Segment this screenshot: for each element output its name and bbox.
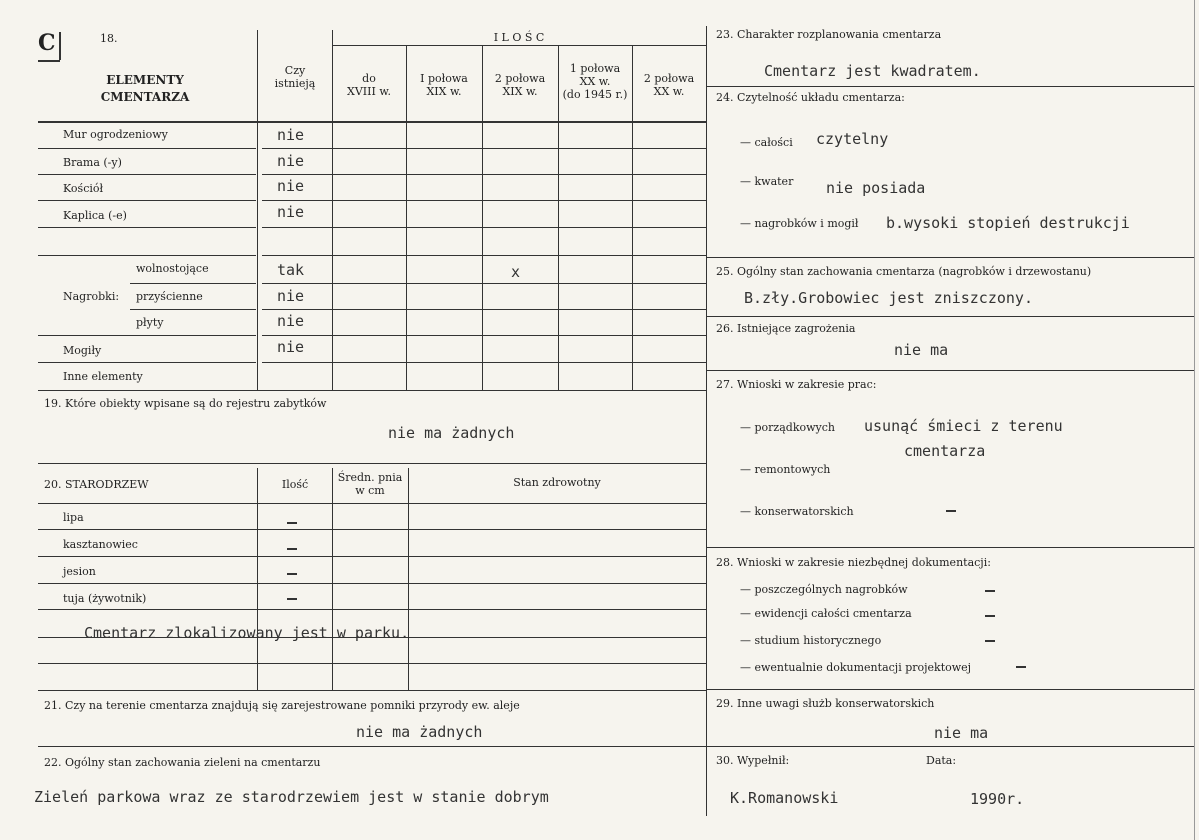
row-kaplica-value: nie: [277, 203, 305, 221]
tree-line: [38, 690, 706, 691]
tree-kasztanowiec-dash: [287, 548, 297, 550]
section27-porz-value1: usunąć śmieci z terenu: [864, 417, 1063, 435]
row-line: [38, 148, 256, 149]
section28-item-4: — ewentualnie dokumentacji projektowej: [740, 661, 972, 674]
row-kosciol-label: Kościół: [63, 182, 104, 195]
grid-h-29: [706, 746, 1194, 747]
row-wolno-value: tak: [277, 261, 305, 279]
row-inne-label: Inne elementy: [63, 370, 143, 383]
section21-label: 21. Czy na terenie cmentarza znajdują się zarejestrowane pomniki przyrody ew. aleje: [44, 699, 520, 712]
grid-h-28: [706, 689, 1194, 690]
row-line: [38, 390, 706, 391]
section27-konserw-dash: [946, 510, 956, 512]
section27-porz-label: — porządkowych: [740, 421, 835, 434]
section19-value: nie ma żadnych: [388, 424, 515, 442]
section24-label: 24. Czytelność układu cmentarza:: [716, 91, 905, 104]
row-mogily-label: Mogiły: [63, 344, 102, 357]
tree-line: [38, 529, 706, 530]
row-line: [262, 309, 706, 310]
row-przy-label: przyścienne: [136, 290, 203, 303]
row-brama-label: Brama (-y): [63, 156, 122, 169]
row-line: [262, 335, 706, 336]
section18-title-line1: ELEMENTY: [106, 73, 184, 87]
grid-v-p2: [406, 46, 407, 390]
grid-v-p5: [632, 46, 633, 390]
grid-v-p3: [482, 46, 483, 390]
period-col-1: [332, 72, 406, 98]
period-5-l1: 2 połowa: [643, 72, 695, 85]
grid-h-27: [706, 547, 1194, 548]
section20-note: Cmentarz zlokalizowany jest w parku.: [84, 624, 410, 642]
period-1-l2: XVIII w.: [347, 85, 391, 98]
section18-title-line2: CMENTARZA: [100, 90, 190, 104]
row-line: [38, 255, 256, 256]
corner-mark-underline: [38, 60, 60, 62]
row-plyty-value: nie: [277, 312, 305, 330]
section18-num: 18.: [100, 32, 118, 45]
section23-value: Cmentarz jest kwadratem.: [764, 62, 981, 80]
section30-name: K.Romanowski: [730, 789, 839, 807]
row-line: [262, 255, 706, 256]
grid-h-26: [706, 370, 1194, 371]
section26-label: 26. Istniejące zagrożenia: [716, 322, 856, 335]
tree-jesion-dash: [287, 573, 297, 575]
period-col-5: [632, 72, 706, 98]
section23-label: 23. Charakter rozplanowania cmentarza: [716, 28, 942, 41]
tree-tuja-dash: [287, 598, 297, 600]
ilosc-header: I L O Ś C: [493, 31, 545, 44]
section24-calosci-label: — całości: [740, 136, 793, 149]
row-plyty-label: płyty: [136, 316, 164, 329]
row-mur-label: Mur ogrodzeniowy: [63, 128, 168, 141]
section28-item-1: — poszczególnych nagrobków: [740, 583, 908, 596]
period-4-l3: (do 1945 r.): [562, 88, 628, 101]
corner-mark-bar: [59, 32, 61, 60]
period-4-l2: XX w.: [579, 75, 611, 88]
grid-v-exists: [257, 30, 258, 390]
grid20-h-head: [38, 503, 706, 504]
section24-kwater-value: nie posiada: [826, 179, 926, 197]
row-line: [38, 227, 256, 228]
tree-line: [38, 556, 706, 557]
srednica-l1: Średn. pnia: [337, 471, 403, 484]
col-exists-l1: Czy: [284, 64, 306, 77]
section20-col-srednica: [332, 471, 408, 497]
period-col-4: [558, 62, 632, 101]
section20-title: 20. STARODRZEW: [44, 478, 149, 491]
section18-title: [60, 72, 230, 106]
section20-col-stan: Stan zdrowotny: [513, 476, 601, 489]
section21-value: nie ma żadnych: [356, 723, 483, 741]
grid-v-p1: [332, 30, 333, 390]
srednica-l2: w cm: [355, 484, 385, 497]
col-exists-header: [258, 64, 332, 90]
section28-dash-2: [985, 615, 995, 617]
corner-mark: C: [38, 30, 56, 56]
row-line: [262, 148, 706, 149]
row-line: [38, 362, 256, 363]
section27-konserw-label: — konserwatorskich: [740, 505, 854, 518]
tree-kasztanowiec: kasztanowiec: [63, 538, 138, 551]
grid20-v1: [257, 468, 258, 690]
section29-value: nie ma: [934, 724, 989, 742]
tree-line: [38, 583, 706, 584]
row-mogily-value: nie: [277, 338, 305, 356]
grid-h-header: [38, 121, 706, 123]
section28-item-3: — studium historycznego: [740, 634, 882, 647]
period-3-l1: 2 połowa: [494, 72, 546, 85]
period-2-l1: I połowa: [420, 72, 468, 85]
section27-remont-label: — remontowych: [740, 463, 831, 476]
section30-date: 1990r.: [970, 790, 1025, 808]
section27-label: 27. Wnioski w zakresie prac:: [716, 378, 877, 391]
row-line: [262, 174, 706, 175]
row-nagrobki-label: Nagrobki:: [63, 290, 120, 303]
period-col-2: [406, 72, 482, 98]
row-line: [262, 227, 706, 228]
row-line: [130, 309, 256, 310]
row-kaplica-label: Kaplica (-e): [63, 209, 127, 222]
section28-dash-3: [985, 640, 995, 642]
period-2-l2: XIX w.: [426, 85, 462, 98]
row-line: [38, 335, 256, 336]
row-line: [38, 200, 256, 201]
section28-item-2: — ewidencji całości cmentarza: [740, 607, 912, 620]
section25-label: 25. Ogólny stan zachowania cmentarza (nagrobków i drzewostanu): [716, 265, 1092, 278]
section26-value: nie ma: [894, 341, 949, 359]
tree-lipa: lipa: [63, 511, 84, 524]
period-col-3: [482, 72, 558, 98]
grid-h-24: [706, 257, 1194, 258]
period-4-l1: 1 połowa: [569, 62, 621, 75]
section30-label: 30. Wypełnił:: [716, 754, 790, 767]
col-exists-l2: istnieją: [274, 77, 316, 90]
page-edge: [1194, 0, 1195, 840]
section27-porz-value2: cmentarza: [904, 442, 986, 460]
tree-tuja: tuja (żywotnik): [63, 592, 147, 605]
period-1-l1: do: [362, 72, 376, 85]
tree-line: [38, 663, 706, 664]
tree-lipa-dash: [287, 522, 297, 524]
row-line: [262, 283, 706, 284]
section24-kwater-label: — kwater: [740, 175, 794, 188]
section22-label: 22. Ogólny stan zachowania zieleni na cmentarzu: [44, 756, 321, 769]
grid-v-p4: [558, 46, 559, 390]
row-kosciol-value: nie: [277, 177, 305, 195]
grid-h-21: [38, 746, 706, 747]
section25-value: B.zły.Grobowiec jest zniszczony.: [744, 289, 1033, 307]
tree-line: [38, 609, 706, 610]
section28-dash-4: [1016, 666, 1026, 668]
section30-date-label: Data:: [926, 754, 957, 767]
row-wolno-mark: x: [511, 263, 521, 281]
row-brama-value: nie: [277, 152, 305, 170]
grid20-v2: [332, 468, 333, 690]
section28-label: 28. Wnioski w zakresie niezbędnej dokumentacji:: [716, 556, 991, 569]
section24-nagrobkow-label: — nagrobków i mogił: [740, 217, 859, 230]
row-line: [38, 174, 256, 175]
row-wolno-label: wolnostojące: [136, 262, 209, 275]
central-divider: [706, 26, 707, 816]
section19-label: 19. Które obiekty wpisane są do rejestru zabytków: [44, 397, 327, 410]
grid-h-ilosc: [332, 45, 706, 46]
row-line: [262, 200, 706, 201]
section20-col-ilosc: Ilość: [281, 478, 309, 491]
section24-calosci-value: czytelny: [816, 130, 889, 148]
grid-h-23: [706, 86, 1194, 87]
grid-h-19: [38, 463, 706, 464]
section29-label: 29. Inne uwagi służb konserwatorskich: [716, 697, 935, 710]
period-5-l2: XX w.: [653, 85, 685, 98]
grid-h-25: [706, 316, 1194, 317]
section22-value: Zieleń parkowa wraz ze starodrzewiem jest w stanie dobrym: [34, 788, 549, 806]
grid20-v3: [408, 468, 409, 690]
period-3-l2: XIX w.: [502, 85, 538, 98]
tree-jesion: jesion: [63, 565, 96, 578]
row-przy-value: nie: [277, 287, 305, 305]
row-line: [262, 362, 706, 363]
section28-dash-1: [985, 590, 995, 592]
section24-nagrobkow-value: b.wysoki stopień destrukcji: [886, 214, 1130, 232]
row-line: [130, 283, 256, 284]
row-mur-value: nie: [277, 126, 305, 144]
